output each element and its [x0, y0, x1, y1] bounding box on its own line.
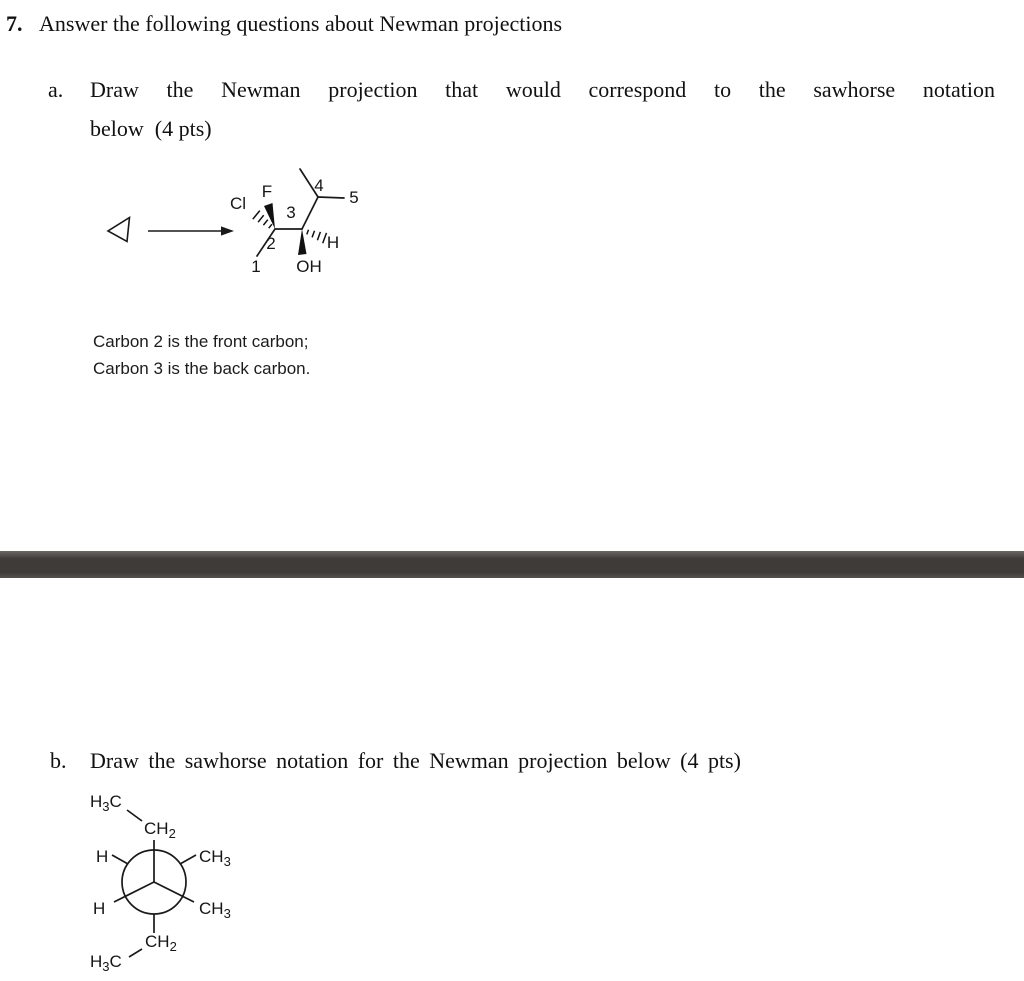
hash-mark — [317, 232, 320, 240]
newman-label-h-upper: H — [96, 847, 109, 866]
part-a-section — [48, 70, 995, 148]
carbon-number-4: 4 — [314, 176, 324, 195]
back-bond-upper-right — [180, 855, 196, 864]
reaction-arrow-head — [221, 226, 234, 235]
hash-mark — [269, 224, 272, 228]
question-heading — [6, 11, 562, 37]
atom-label-cl: Cl — [229, 194, 247, 213]
question-number: 7. — [6, 11, 23, 36]
wedge-bond-f — [264, 203, 275, 229]
carbon-number-3: 3 — [286, 203, 296, 222]
bond-c3-c4 — [302, 197, 318, 229]
chain-bond-bottom — [129, 949, 142, 957]
sawhorse-structure — [95, 158, 385, 283]
back-bond-upper-left — [112, 855, 128, 864]
newman-label-h3c-bottom: $H_3C$ — [90, 952, 122, 974]
part-a-text-line1: Draw the Newman projection that would correspond to the sawhorse notation — [90, 77, 995, 102]
newman-projection — [82, 790, 257, 980]
front-bond-lower-left — [114, 882, 154, 902]
chain-bond-top — [127, 810, 142, 821]
newman-label-ch3-upper: $CH_3$ — [199, 847, 231, 869]
newman-label-ch2-bottom: $CH_2$ — [145, 932, 177, 954]
newman-label-h-lower: H — [93, 899, 106, 918]
bond-c4-c5 — [318, 197, 344, 198]
wedge-bond-oh — [298, 229, 307, 255]
eye-icon — [108, 218, 130, 242]
part-b-label: b. — [50, 748, 67, 773]
part-b-section — [50, 747, 741, 775]
question-title: Answer the following questions about Newman projections — [39, 11, 563, 36]
note-back-carbon: Carbon 3 is the back carbon. — [93, 359, 311, 378]
newman-label-ch3-lower: $CH_3$ — [199, 899, 231, 921]
page-separator — [0, 551, 1024, 578]
part-b-text: Draw the sawhorse notation for the Newman projection below (4 pts) — [90, 748, 741, 773]
newman-label-ch2-top: $CH_2$ — [144, 819, 176, 841]
front-bond-lower-right — [154, 882, 194, 902]
hash-mark — [312, 231, 314, 238]
carbon-number-1: 1 — [251, 257, 261, 276]
part-a-text-line2: below (4 pts) — [90, 116, 212, 141]
note-front-carbon: Carbon 2 is the front carbon; — [93, 332, 309, 351]
hash-bond-h — [307, 230, 327, 244]
atom-label-h: H — [326, 233, 340, 252]
part-a-label: a. — [48, 77, 64, 102]
hash-mark — [263, 220, 267, 225]
atom-label-oh: OH — [296, 257, 322, 276]
hash-mark — [258, 215, 264, 222]
hash-mark — [253, 211, 260, 220]
hash-mark — [307, 230, 309, 235]
carbon-number-5: 5 — [349, 188, 359, 207]
newman-label-h3c-top: $H_3C$ — [90, 792, 122, 814]
carbon-number-2: 2 — [266, 234, 276, 253]
atom-label-f: F — [261, 182, 273, 201]
carbon-notes — [93, 328, 310, 382]
